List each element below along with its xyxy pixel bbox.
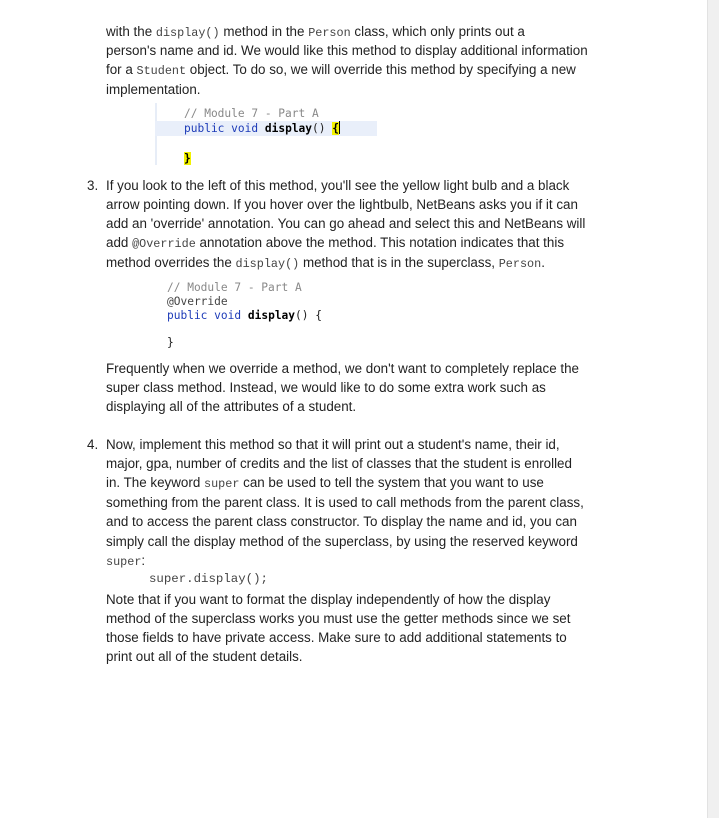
keyword: public bbox=[167, 309, 208, 322]
item3-line-1: If you look to the left of this method, you'll see the yellow light bulb and a black bbox=[106, 178, 570, 193]
frequently-line-3: displaying all of the attributes of a student. bbox=[106, 399, 357, 414]
item4-line-6: simply call the display method of the superclass, by using the reserved keyword bbox=[106, 534, 578, 549]
note-line-1: Note that if you want to format the display independently of how the display bbox=[106, 592, 551, 607]
text: method in the bbox=[219, 24, 309, 39]
matched-brace: { bbox=[332, 122, 340, 135]
intro-line-1 bbox=[106, 22, 525, 43]
matched-brace: } bbox=[184, 152, 191, 165]
item3-line-4 bbox=[106, 233, 564, 254]
snippet1-signature bbox=[155, 121, 377, 136]
inline-code: @Override bbox=[132, 237, 196, 251]
item4-line-7 bbox=[106, 551, 145, 572]
intro-line-3 bbox=[106, 60, 576, 81]
snippet2-signature bbox=[167, 308, 322, 323]
snippet1-close bbox=[184, 151, 191, 166]
super-display-code: super.display(); bbox=[149, 572, 268, 586]
intro-line-4 bbox=[106, 80, 201, 99]
inline-code: super bbox=[106, 555, 142, 569]
item3-line-3: add an 'override' annotation. You can go ahead and select this and NetBeans will bbox=[106, 216, 586, 231]
text-caret bbox=[339, 121, 340, 134]
vertical-scrollbar[interactable] bbox=[707, 0, 719, 818]
inline-code: Student bbox=[136, 64, 187, 78]
inline-code: Person bbox=[308, 26, 351, 40]
inline-code: Person bbox=[498, 257, 542, 271]
text: annotation above the method. This notation indicates that this bbox=[195, 235, 565, 250]
note-line-3: those fields to have private access. Make sure to add additional statements to bbox=[106, 630, 567, 645]
item4-line-2: major, gpa, number of credits and the list of classes that the student is enrolled bbox=[106, 456, 572, 471]
text: add bbox=[106, 235, 133, 250]
list-number-3: 3. bbox=[87, 178, 99, 193]
item4-line-1: Now, implement this method so that it will print out a student's name, their id, bbox=[106, 437, 560, 452]
item4-line-3 bbox=[106, 473, 544, 494]
text: . bbox=[541, 255, 545, 270]
text: method overrides the bbox=[106, 255, 236, 270]
list-number-4: 4. bbox=[87, 437, 99, 452]
item4-line-5: and to access the parent class constructor. To display the name and id, you can bbox=[106, 514, 577, 529]
method-name: display bbox=[247, 309, 296, 322]
item3-line-5 bbox=[106, 253, 545, 274]
note-line-2: method of the superclass works you must use the getter methods since we set bbox=[106, 611, 571, 626]
text: in. The keyword bbox=[106, 475, 204, 490]
text: implementation. bbox=[106, 82, 201, 97]
text: method that is in the superclass, bbox=[299, 255, 499, 270]
snippet2-close: } bbox=[167, 336, 174, 349]
inline-code: display() bbox=[235, 257, 300, 271]
text: object. To do so, we will override this method by specifying a new bbox=[186, 62, 576, 77]
keyword: void bbox=[231, 122, 259, 135]
text: for a bbox=[106, 62, 137, 77]
parens: () bbox=[312, 122, 326, 135]
note-line-4: print out all of the student details. bbox=[106, 649, 303, 664]
parens: () { bbox=[295, 309, 322, 322]
inline-code: super bbox=[204, 477, 240, 491]
frequently-line-2: super class method. Instead, we would like to do some extra work such as bbox=[106, 380, 546, 395]
keyword: void bbox=[214, 309, 242, 322]
intro-line-2 bbox=[106, 41, 588, 60]
text: can be used to tell the system that you want to use bbox=[239, 475, 544, 490]
snippet1-comment: // Module 7 - Part A bbox=[184, 107, 319, 120]
inline-code: display() bbox=[155, 26, 220, 40]
snippet2-annotation: @Override bbox=[167, 295, 228, 308]
text: person's name and id. We would like this method to display additional information bbox=[106, 43, 588, 58]
frequently-line-1: Frequently when we override a method, we don't want to completely replace the bbox=[106, 361, 579, 376]
item3-line-2: arrow pointing down. If you hover over the lightbulb, NetBeans asks you if it can bbox=[106, 197, 578, 212]
text: : bbox=[141, 553, 146, 568]
text: with the bbox=[106, 24, 156, 39]
method-name: display bbox=[264, 122, 313, 135]
snippet2-comment: // Module 7 - Part A bbox=[167, 281, 302, 294]
keyword: public bbox=[184, 122, 225, 135]
item4-line-4: something from the parent class. It is used to call methods from the parent class, bbox=[106, 495, 584, 510]
text: class, which only prints out a bbox=[350, 24, 525, 39]
